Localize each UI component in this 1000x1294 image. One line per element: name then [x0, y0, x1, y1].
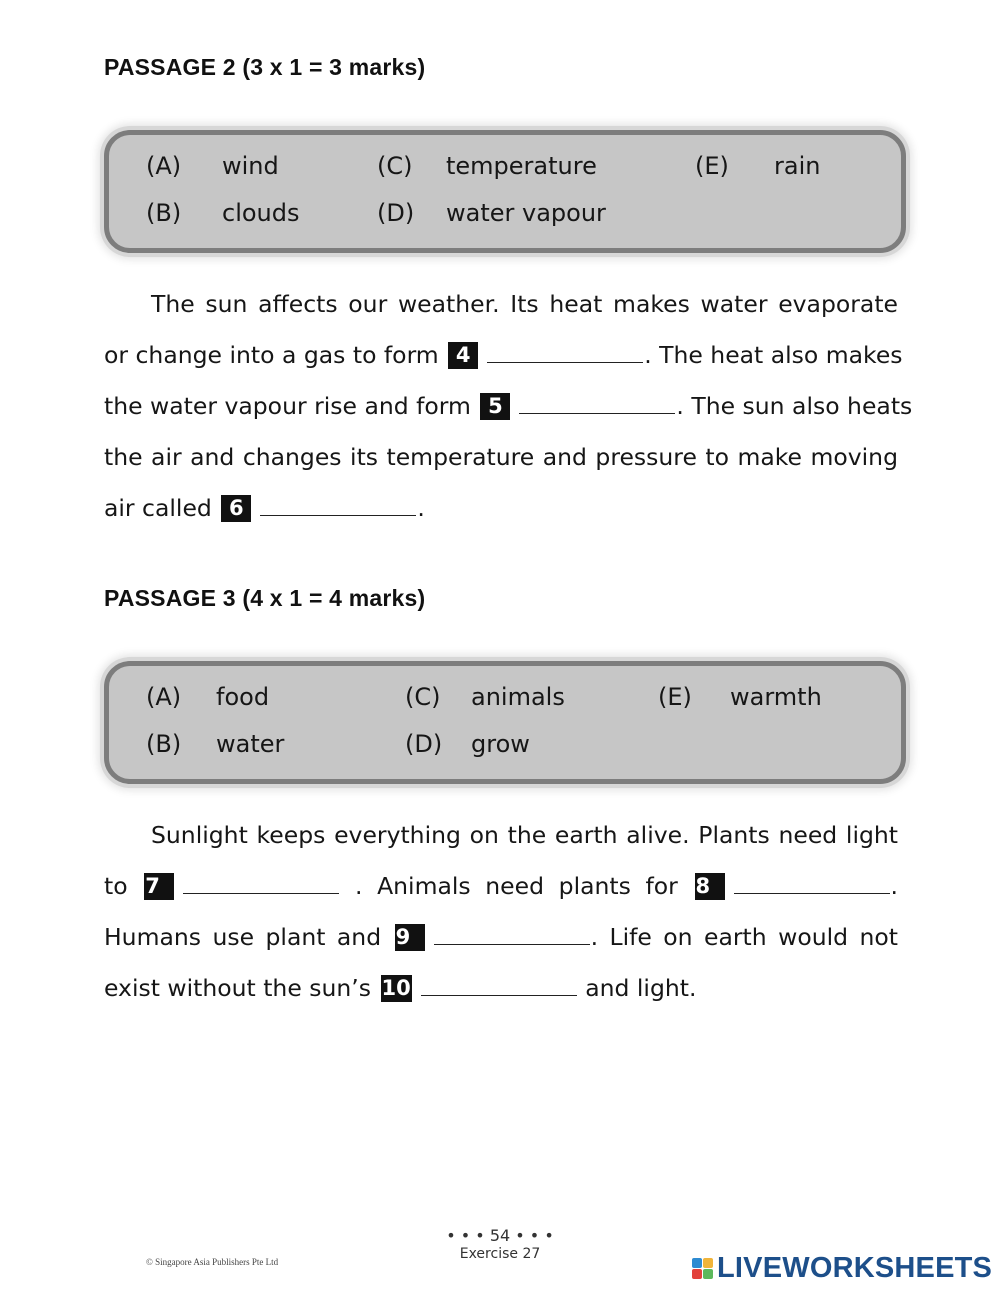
text-line: the air and changes its temperature and pressure to make moving [104, 443, 898, 471]
option-word: water [216, 730, 285, 758]
option-letter: (C) [405, 683, 441, 711]
answer-blank-7[interactable] [183, 875, 339, 894]
text-fragment: air called [104, 494, 212, 522]
logo-text: LIVEWORKSHEETS [717, 1251, 993, 1284]
text-line [104, 483, 898, 534]
answer-blank-10[interactable] [421, 977, 577, 996]
text-fragment: . The heat also makes [644, 341, 903, 369]
option-letter: (D) [405, 730, 443, 758]
text-fragment: exist without the sun’s [104, 974, 372, 1002]
text-fragment: to [104, 872, 128, 900]
option-letter: (B) [146, 199, 182, 227]
option-letter: (A) [146, 683, 182, 711]
option-word: warmth [730, 683, 822, 711]
text-fragment: and light. [585, 974, 697, 1002]
text-line [104, 330, 903, 381]
option-word: water vapour [446, 199, 606, 227]
page-number: • • • 54 • • • [446, 1226, 554, 1245]
text-line [104, 861, 898, 912]
option-word: animals [471, 683, 565, 711]
option-word: temperature [446, 152, 597, 180]
option-letter: (E) [658, 683, 692, 711]
text-line: The sun affects our weather. Its heat makes water evaporate [151, 290, 898, 318]
passage-3-heading: PASSAGE 3 (4 x 1 = 4 marks) [104, 585, 426, 611]
question-number-5: 5 [480, 393, 510, 420]
logo-tile [692, 1258, 702, 1268]
answer-blank-5[interactable] [519, 395, 675, 414]
logo-tile [692, 1269, 702, 1279]
text-fragment: . Animals need plants for [354, 872, 678, 900]
logo-tile [703, 1269, 713, 1279]
option-letter: (A) [146, 152, 182, 180]
text-line [104, 963, 898, 1014]
liveworksheets-logo-icon [692, 1258, 713, 1279]
question-number-9: 9 [395, 924, 425, 951]
text-fragment: . The sun also heats [676, 392, 913, 420]
option-letter: (B) [146, 730, 182, 758]
question-number-6: 6 [221, 495, 251, 522]
text-fragment: . [890, 872, 898, 900]
question-number-10: 10 [381, 976, 411, 1000]
option-word: clouds [222, 199, 300, 227]
text-fragment: . Life on earth would not [590, 923, 898, 951]
text-fragment: Humans use plant and [104, 923, 382, 951]
passage-2-heading: PASSAGE 2 (3 x 1 = 3 marks) [104, 54, 426, 80]
text-fragment: . [417, 494, 425, 522]
answer-blank-9[interactable] [434, 926, 590, 945]
option-word: food [216, 683, 270, 711]
passage-3-options-box [104, 661, 906, 784]
passage-2-options-box [104, 130, 906, 253]
text-fragment: or change into a gas to form [104, 341, 439, 369]
question-number-8: 8 [695, 873, 725, 900]
answer-blank-6[interactable] [260, 497, 416, 516]
logo-tile [703, 1258, 713, 1268]
option-word: wind [222, 152, 279, 180]
option-letter: (D) [377, 199, 415, 227]
copyright-notice: © Singapore Asia Publishers Pte Ltd [146, 1257, 279, 1267]
answer-blank-8[interactable] [734, 875, 890, 894]
text-fragment: the water vapour rise and form [104, 392, 471, 420]
option-letter: (E) [695, 152, 729, 180]
text-line: Sunlight keeps everything on the earth alive. Plants need light [151, 821, 898, 849]
question-number-7: 7 [144, 873, 174, 900]
option-word: grow [471, 730, 530, 758]
liveworksheets-logo[interactable] [692, 1252, 992, 1284]
option-word: rain [774, 152, 821, 180]
question-number-4: 4 [448, 342, 478, 369]
option-letter: (C) [377, 152, 413, 180]
answer-blank-4[interactable] [487, 344, 643, 363]
text-line [104, 912, 898, 963]
text-line [104, 381, 913, 432]
exercise-label: Exercise 27 [459, 1246, 541, 1262]
